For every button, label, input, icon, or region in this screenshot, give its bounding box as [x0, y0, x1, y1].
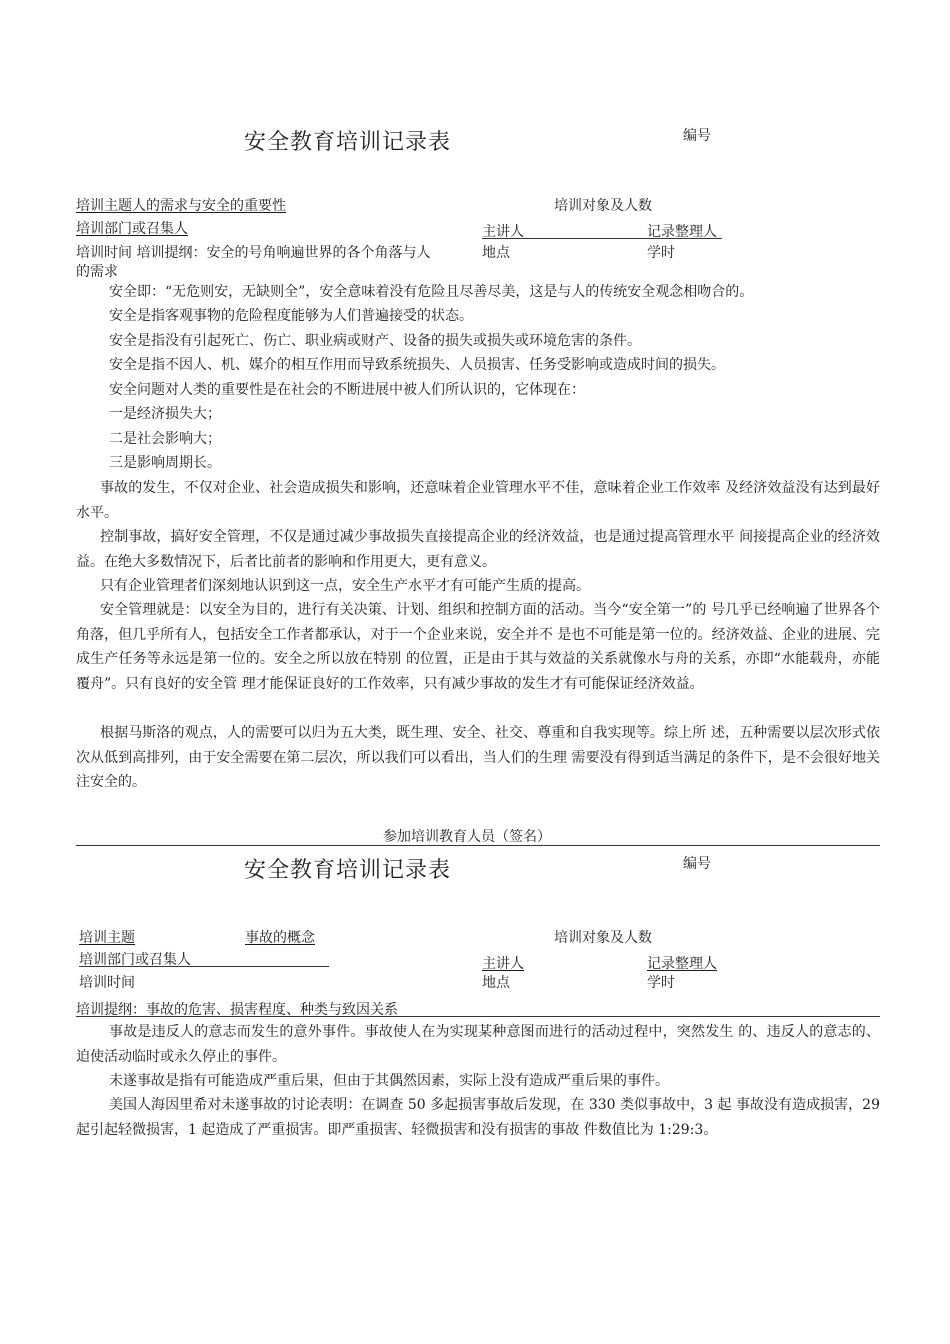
body-paragraph: 根据马斯洛的观点，人的需要可以归为五大类，既生理、安全、社交、尊重和自我实现等。综上所 述，五种需要以层次形式依次从低到高排列，由于安全需要在第二层次，所以我们可以看出，当人们的生理 需要没有得到适当满足的条件下，是不会很好地关注安全的。 [76, 725, 880, 790]
body-paragraph: 安全管理就是：以安全为目的，进行有关决策、计划、组织和控制方面的活动。当今“安全第一”的 号几乎已经响遍了世界各个角落，但几乎所有人，包括安全工作者都承认，对于一个企业来说，安全并不 是也不可能是第一位的。经济效益、企业的进展、完成生产任务等永远是第一位的。安全之所以放在特别 的位置，正是由于其与效益的关系就像水与舟的关系，亦即“水能载舟，亦能覆舟”。只有良好的安全管 理才能保证良好的工作效率，只有减少事故的发生才有可能保证经济效益。 [76, 602, 880, 692]
training-department-label: 培训部门或召集人 [79, 952, 191, 968]
section-divider [76, 845, 880, 846]
lecturer-label: 主讲人 [482, 956, 524, 972]
training-audience-label: 培训对象及人数 [554, 930, 652, 946]
lecturer-label: 主讲人 [482, 224, 524, 240]
recorder-label: 记录整理人 [647, 224, 717, 240]
training-department-label: 培训部门或召集人 [76, 221, 188, 237]
list-item: 三是影响周期长。 [109, 455, 221, 471]
body-paragraph: 安全是指客观事物的危险程度能够为人们普遍接受的状态。 [109, 308, 473, 324]
body-paragraph: 安全是指没有引起死亡、伤亡、职业病或财产、设备的损失或损失或环境危害的条件。 [109, 333, 641, 349]
location-label: 地点 [482, 245, 510, 261]
training-outline: 培训提纲：事故的危害、损害程度、种类与致因关系 [76, 1002, 398, 1018]
recorder-label: 记录整理人 [647, 956, 717, 972]
training-outline-cont: 的需求 [76, 264, 118, 280]
list-item: 一是经济损失大； [109, 406, 221, 422]
training-topic: 培训主题人的需求与安全的重要性 [76, 198, 286, 214]
training-time-label: 培训时间 [79, 975, 135, 991]
location-label: 地点 [482, 975, 510, 991]
body-paragraph: 安全即：“无危则安，无缺则全”，安全意味着没有危险且尽善尽美，这是与人的传统安全观念相吻合的。 [109, 284, 754, 300]
training-topic-value: 事故的概念 [245, 930, 315, 946]
body-paragraph: 控制事故，搞好安全管理，不仅是通过减少事故损失直接提高企业的经济效益，也是通过提高管理水平 间接提高企业的经济效益。在绝大多数情况下，后者比前者的影响和作用更大，更有意义。 [76, 529, 880, 570]
training-audience-label: 培训对象及人数 [554, 198, 652, 214]
page-title: 安全教育培训记录表 [244, 130, 452, 155]
number-label: 编号 [683, 856, 711, 872]
body-paragraph: 安全是指不因人、机、媒介的相互作用而导致系统损失、人员损害、任务受影响或造成时间的损失。 [109, 357, 725, 373]
department-rule [79, 966, 329, 967]
list-item: 二是社会影响大； [109, 431, 221, 447]
body-paragraph: 安全问题对人类的重要性是在社会的不断进展中被人们所认识的，它体现在： [109, 382, 585, 398]
header-rule [482, 238, 722, 239]
training-time-outline: 培训时间 培训提纲：安全的号角响遍世界的各个角落与人 [76, 245, 431, 261]
body-paragraph: 只有企业管理者们深刻地认识到这一点，安全生产水平才有可能产生质的提高。 [100, 578, 590, 594]
outline-rule [76, 1016, 880, 1017]
number-label: 编号 [683, 128, 711, 144]
body-paragraph: 美国人海因里希对未遂事故的讨论表明：在调查 50 多起损害事故后发现，在 330 类似事故中，3 起 事故没有造成损害，29 起引起轻微损害，1 起造成了严重损害。即严重损害、轻微损害和没有损害的事故 件数值比为 1:29:3。 [76, 1097, 880, 1138]
hours-label: 学时 [647, 975, 675, 991]
hours-label: 学时 [647, 245, 675, 261]
signature-label: 参加培训教育人员（签名） [383, 829, 551, 845]
body-paragraph: 未遂事故是指有可能造成严重后果，但由于其偶然因素，实际上没有造成严重后果的事件。 [109, 1073, 669, 1089]
training-topic-label: 培训主题 [79, 930, 135, 946]
body-paragraph: 事故的发生，不仅对企业、社会造成损失和影响，还意味着企业管理水平不佳，意味着企业工作效率 及经济效益没有达到最好水平。 [76, 480, 880, 521]
page-title: 安全教育培训记录表 [244, 858, 452, 883]
body-paragraph: 事故是违反人的意志而发生的意外事件。事故使人在为实现某种意图而进行的活动过程中，突然发生 的、违反人的意志的、迫使活动临时或永久停止的事件。 [76, 1024, 880, 1065]
